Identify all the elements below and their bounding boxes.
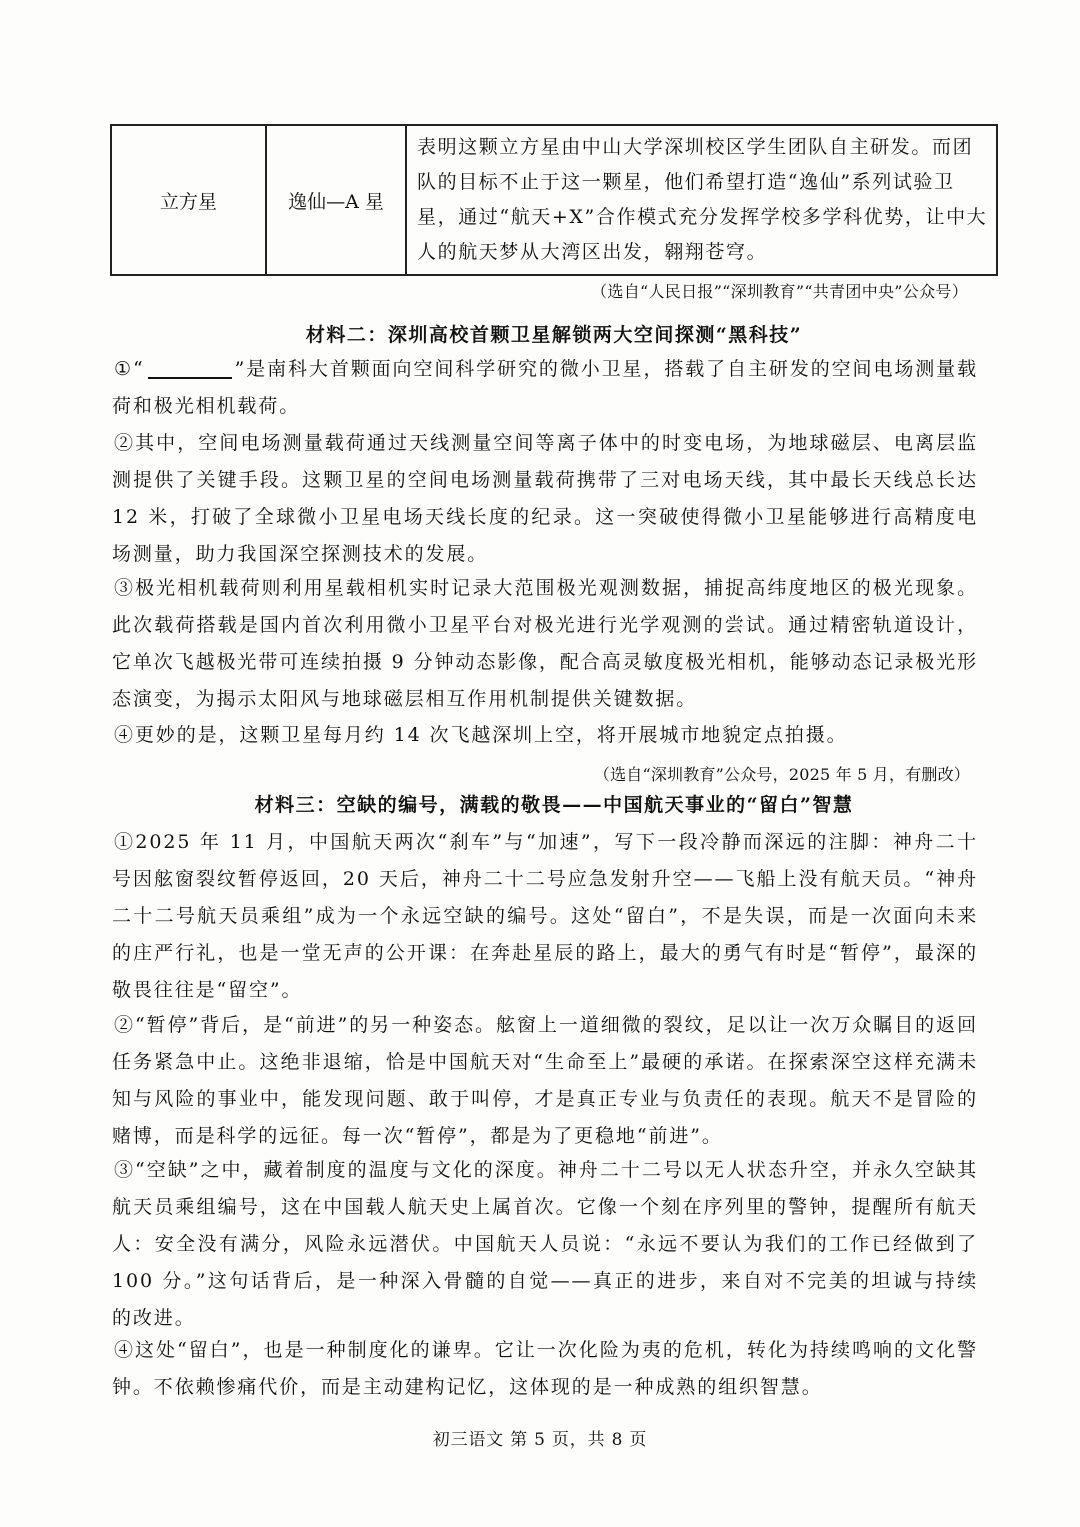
material2-paragraph-1 [112,351,978,425]
material3-paragraph-1: ①2025 年 11 月，中国航天两次“刹车”与“加速”，写下一段冷静而深远的注脚：神舟二十号因舷窗裂纹暂停返回，20 天后，神舟二十二号应急发射升空——飞船上没有航天员。“神舟二十二号航天员乘组”成为一个永远空缺的编号。这处“留白”，不是失误，而是一次面向未来的庄严行礼，也是一堂无声的公开课：在奔赴星辰的路上，最大的勇气有时是“暂停”，最深的敬畏往往是“留空”。 [112,831,978,1001]
table-cell-name: 逸仙—A 星 [266,125,406,275]
material2-paragraph-4: ④更妙的是，这颗卫星每月约 14 次飞越深圳上空，将开展城市地貌定点拍摄。 [114,724,848,746]
table-row [111,125,997,275]
paragraph-text-start: ①“ [114,358,145,380]
material3-paragraph-4: ④这处“留白”，也是一种制度化的谦卑。它让一次化险为夷的危机，转化为持续鸣响的文化警钟。不依赖惨痛代价，而是主动建构记忆，这体现的是一种成熟的组织智慧。 [112,1339,978,1398]
satellite-table [110,124,998,276]
material2-paragraph-3: ③极光相机载荷则利用星载相机实时记录大范围极光观测数据，捕捉高纬度地区的极光现象。此次载荷搭载是国内首次利用微小卫星平台对极光进行光学观测的尝试。通过精密轨道设计，它单次飞越极光带可连续拍摄 9 分钟动态影像，配合高灵敏度极光相机，能够动态记录极光形态演变，为揭示太阳风与地球磁层相互作用机制提供关键数据。 [112,577,978,710]
material3-paragraph-2: ②“暂停”背后，是“前进”的另一种姿态。舷窗上一道细微的裂纹，足以让一次万众瞩目的返回任务紧急中止。这绝非退缩，恰是中国航天对“生命至上”最硬的承诺。在探索深空这样充满未知与风险的事业中，能发现问题、敢于叫停，才是真正专业与负责任的表现。航天不是冒险的赌博，而是科学的远征。每一次“暂停”，都是为了更稳地“前进”。 [112,1014,978,1147]
satellite-table-grid [110,124,998,276]
page-footer: 初三语文 第 5 页，共 8 页 [432,1430,648,1450]
table-source-note: （选自“人民日报”“深圳教育”“共青团中央”公众号） [591,282,968,301]
material2-paragraph-2: ②其中，空间电场测量载荷通过天线测量空间等离子体中的时变电场，为地球磁层、电离层监测提供了关键手段。这颗卫星的空间电场测量载荷携带了三对电场天线，其中最长天线总长达 12 米，打破了全球微小卫星电场天线长度的纪录。这一突破使得微小卫星能够进行高精度电场测量，助力我国深空探测技术的发展。 [112,432,978,565]
material3-title: 材料三：空缺的编号，满载的敬畏——中国航天事业的“留白”智慧 [254,794,854,816]
material3-paragraph-3: ③“空缺”之中，藏着制度的温度与文化的深度。神舟二十二号以无人状态升空，并永久空缺其航天员乘组编号，这在中国载人航天史上属首次。它像一个刻在序列里的警钟，提醒所有航天人：安全没有满分，风险永远潜伏。中国航天人员说：“永远不要认为我们的工作已经做到了 100 分。”这句话背后，是一种深入骨髓的自觉——真正的进步，来自对不完美的坦诚与持续的改进。 [112,1159,978,1329]
material2-source-note: （选自“深圳教育”公众号，2025 年 5 月，有删改） [593,765,970,784]
paragraph-text-end: ”是南科大首颗面向空间科学研究的微小卫星，搭载了自主研发的空间电场测量载荷和极光相机载荷。 [112,358,978,417]
table-cell-type: 立方星 [111,125,266,275]
material2-title: 材料二：深圳高校首颗卫星解锁两大空间探测“黑科技” [305,324,803,346]
fill-in-blank [148,357,232,379]
table-cell-description: 表明这颗立方星由中山大学深圳校区学生团队自主研发。而团队的目标不止于这一颗星，他们希望打造“逸仙”系列试验卫星，通过“航天+X”合作模式充分发挥学校多学科优势，让中大人的航天梦从大湾区出发，翱翔苍穹。 [406,125,997,275]
